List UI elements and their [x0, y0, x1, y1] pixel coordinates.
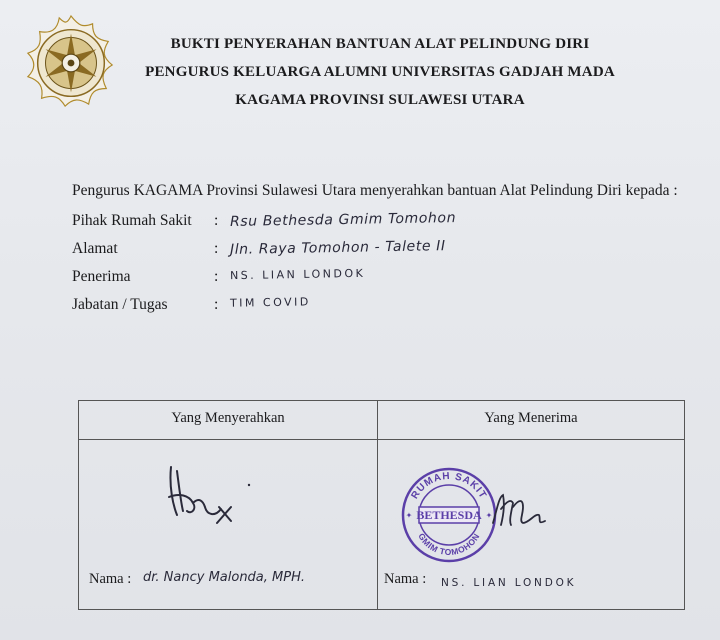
svg-text:GMIM TOMOHON — [416, 531, 481, 557]
field-label-penerima: Penerima — [72, 268, 131, 285]
header-yang-menerima: Yang Menerima — [484, 410, 578, 426]
doc-title-line-2: PENGURUS KELUARGA ALUMNI UNIVERSITAS GADJAH MADA — [145, 64, 615, 80]
field-value-rumah-sakit: Rsu Bethesda Gmim Tomohon — [229, 210, 457, 230]
svg-text:RUMAH SAKIT — [409, 471, 488, 501]
giver-signature — [159, 457, 269, 537]
stamp-bottom-text: GMIM TOMOHON — [416, 531, 482, 558]
header-yang-menyerahkan: Yang Menyerahkan — [171, 410, 285, 426]
doc-title-line-3: KAGAMA PROVINSI SULAWESI UTARA — [235, 92, 525, 108]
receiver-name-value: NS. LIAN LONDOK — [441, 577, 577, 589]
table-column-divider — [377, 401, 378, 609]
giver-name-label: Nama : — [89, 571, 132, 587]
field-label-rumah-sakit: Pihak Rumah Sakit — [72, 212, 192, 229]
receiver-signature — [489, 489, 553, 533]
field-value-jabatan: TIM COVID — [229, 295, 311, 310]
field-colon: : — [214, 296, 219, 313]
svg-text:✦: ✦ — [405, 511, 413, 520]
stamp-top-text: RUMAH SAKIT — [409, 470, 489, 502]
field-colon: : — [214, 268, 219, 285]
doc-title-line-1: BUKTI PENYERAHAN BANTUAN ALAT PELINDUNG DIRI — [170, 36, 590, 52]
giver-name-value: dr. Nancy Malonda, MPH. — [143, 570, 306, 585]
table-row-divider — [79, 439, 684, 440]
field-value-penerima: NS. LIAN LONDOK — [229, 266, 366, 283]
field-label-jabatan: Jabatan / Tugas — [72, 296, 168, 313]
ugm-seal-logo — [22, 14, 120, 112]
hospital-stamp — [399, 465, 499, 565]
intro-text: Pengurus KAGAMA Provinsi Sulawesi Utara menyerahkan bantuan Alat Pelindung Diri kepada : — [72, 182, 678, 199]
field-colon: : — [214, 240, 219, 257]
signature-table — [78, 400, 685, 610]
stamp-center-text: BETHESDA — [416, 508, 482, 522]
field-value-alamat: Jln. Raya Tomohon - Talete II — [229, 238, 446, 258]
field-colon: : — [214, 212, 219, 229]
field-label-alamat: Alamat — [72, 240, 118, 257]
svg-text:✦: ✦ — [485, 511, 493, 520]
receiver-name-label: Nama : — [384, 571, 427, 587]
